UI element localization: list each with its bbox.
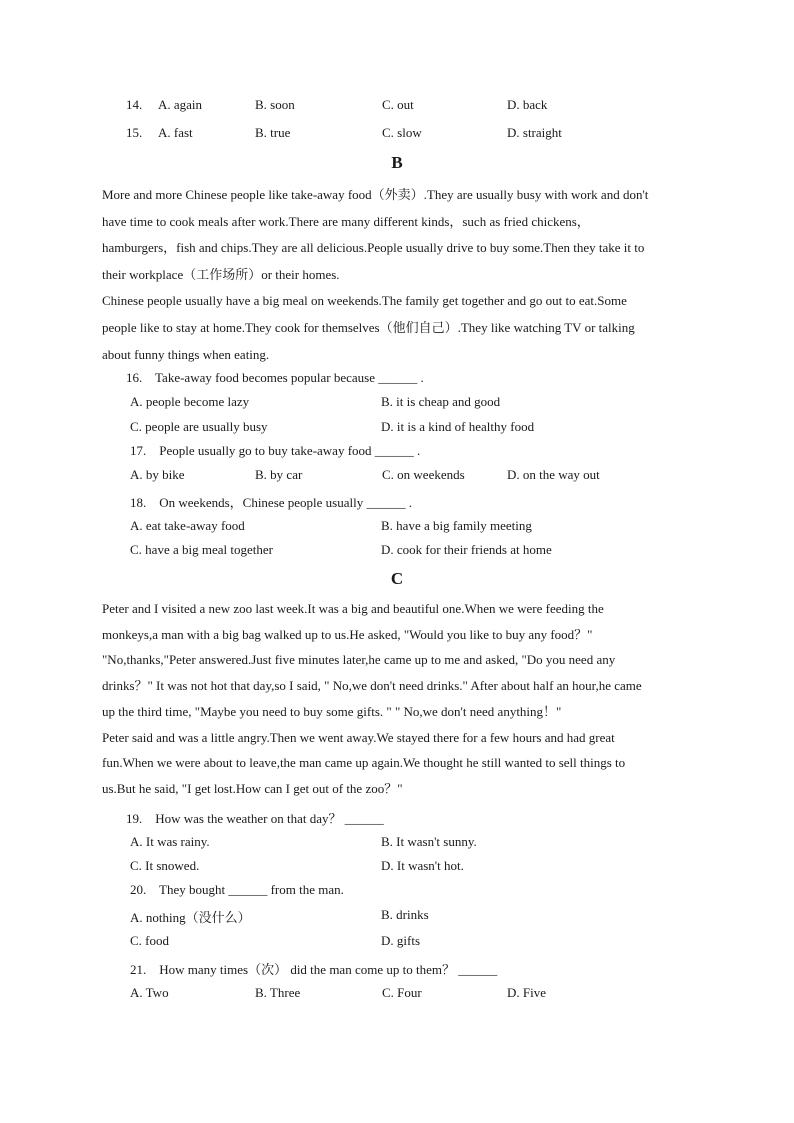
option-c: C. people are usually busy <box>130 419 268 434</box>
option-a: A. again <box>158 97 203 112</box>
option-c: C. on weekends <box>382 467 465 482</box>
option-a: A. by bike <box>130 467 185 482</box>
passage-line: Peter and I visited a new zoo last week.It was a big and beautiful one.When we were feeding the <box>102 601 604 616</box>
option-c: C. slow <box>382 125 422 140</box>
option-d: D. Five <box>507 985 546 1000</box>
option-a: A. nothing（没什么） <box>130 910 251 925</box>
option-a: A. people become lazy <box>130 394 250 409</box>
passage-line: people like to stay at home.They cook for themselves（他们自己）.They like watching TV or talking <box>102 319 635 335</box>
passage-line: fun.When we were about to leave,the man came up again.We thought he still wanted to sell things to <box>102 755 626 771</box>
passage-line: their workplace（工作场所）or their homes. <box>102 266 340 282</box>
option-c: C. It snowed. <box>130 858 200 873</box>
option-c: C. have a big meal together <box>130 542 273 557</box>
option-d: D. cook for their friends at home <box>381 542 552 557</box>
question-16: 16. Take-away food becomes popular because ______ . <box>126 370 424 385</box>
option-d: D. it is a kind of healthy food <box>381 419 535 434</box>
option-b: B. Three <box>255 985 301 1000</box>
section-b-passage <box>102 182 702 368</box>
passage-line: "No,thanks,"Peter answered.Just five minutes later,he came up to me and asked, "Do you need any <box>102 652 616 668</box>
option-a: A. It was rainy. <box>130 834 210 849</box>
question-17: 17. People usually go to buy take-away food ______ . <box>130 443 421 458</box>
passage-line: us.But he said, "I get lost.How can I get out of the zoo？" <box>102 780 403 796</box>
option-b: B. true <box>255 125 291 140</box>
option-c: C. Four <box>382 985 422 1000</box>
option-b: B. it is cheap and good <box>381 394 501 409</box>
option-c: C. out <box>382 97 414 112</box>
question-19: 19. How was the weather on that day？ ______ <box>126 811 384 826</box>
question-number: 15. <box>126 125 143 140</box>
section-b-heading: B <box>391 153 403 172</box>
option-d: D. gifts <box>381 933 420 948</box>
question-21: 21. How many times（次） did the man come up to them？ ______ <box>130 962 498 977</box>
option-b: B. by car <box>255 467 303 482</box>
question-18: 18. On weekends，Chinese people usually ______ . <box>130 495 412 510</box>
question-20: 20. They bought ______ from the man. <box>130 882 344 897</box>
option-c: C. food <box>130 933 169 948</box>
passage-line: hamburgers，fish and chips.They are all delicious.People usually drive to buy some.Then they take it to <box>102 240 645 256</box>
option-d: D. back <box>507 97 548 112</box>
option-b: B. have a big family meeting <box>381 518 532 533</box>
passage-line: Chinese people usually have a big meal on weekends.The family get together and go out to eat.Some <box>102 293 627 309</box>
section-c-passage <box>102 596 702 802</box>
passage-line: up the third time, "Maybe you need to buy some gifts. " " No,we don't need anything！" <box>102 703 562 719</box>
option-d: D. on the way out <box>507 467 600 482</box>
passage-line: drinks？" It was not hot that day,so I said, " No,we don't need drinks." After about half an hour,he came <box>102 678 642 694</box>
option-a: A. Two <box>130 985 169 1000</box>
option-b: B. It wasn't sunny. <box>381 834 477 849</box>
passage-line: have time to cook meals after work.There are many different kinds，such as fried chickens， <box>102 213 590 229</box>
passage-line: monkeys,a man with a big bag walked up to us.He asked, "Would you like to buy any food？" <box>102 626 593 642</box>
passage-line: about funny things when eating. <box>102 346 270 362</box>
passage-line: More and more Chinese people like take-away food（外卖）.They are usually busy with work and don't <box>102 187 649 202</box>
option-b: B. soon <box>255 97 295 112</box>
option-a: A. fast <box>158 125 193 140</box>
option-d: D. straight <box>507 125 562 140</box>
section-c-heading: C <box>390 569 404 588</box>
option-b: B. drinks <box>381 907 429 922</box>
option-d: D. It wasn't hot. <box>381 858 464 873</box>
passage-line: Peter said and was a little angry.Then we went away.We stayed there for a few hours and had great <box>102 729 615 745</box>
question-number: 14. <box>126 97 143 112</box>
option-a: A. eat take-away food <box>130 518 245 533</box>
